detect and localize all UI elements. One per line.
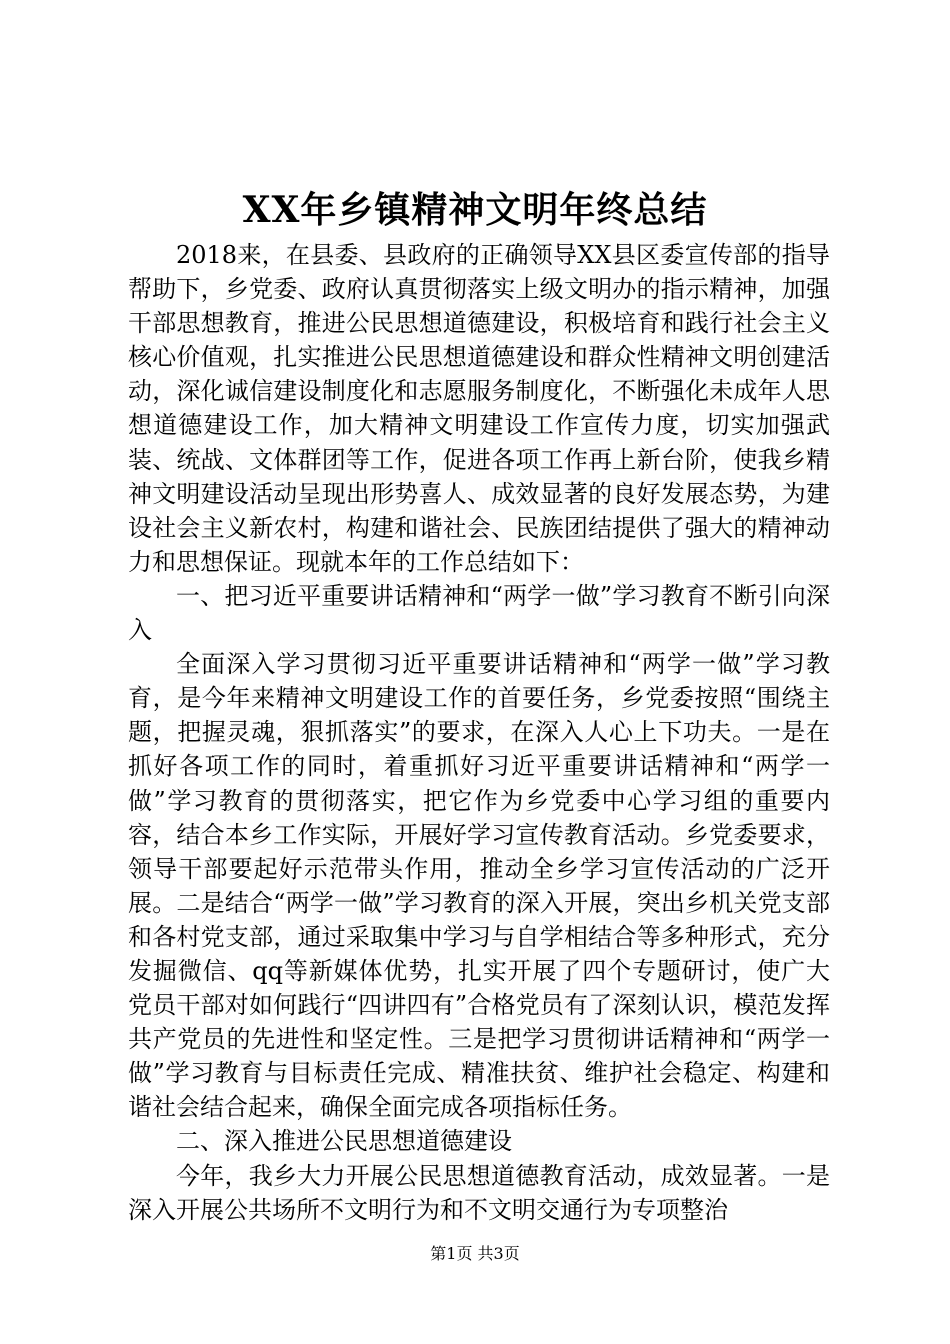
- section-heading-1: 一、把习近平重要讲话精神和“两学一做”学习教育不断引向深入: [128, 581, 830, 645]
- paragraph-intro: 2018来，在县委、县政府的正确领导XX县区委宣传部的指导帮助下，乡党委、政府认真贯彻落实上级文明办的指示精神，加强干部思想教育，推进公民思想道德建设，积极培育和践行社会主义核心价值观，扎实推进公民思想道德建设和群众性精神文明创建活动，深化诚信建设制度化和志愿服务制度化，不断强化未成年人思想道德建设工作，加大精神文明建设工作宣传力度，切实加强武装、统战、文体群团等工作，促进各项工作再上新台阶，使我乡精神文明建设活动呈现出形势喜人、成效显著的良好发展态势，为建设社会主义新农村，构建和谐社会、民族团结提供了强大的精神动力和思想保证。现就本年的工作总结如下：: [128, 241, 830, 576]
- document-body: [128, 238, 830, 1227]
- page-footer: 第1页 共3页: [430, 1244, 520, 1263]
- section-heading-2: 二、深入推进公民思想道德建设: [176, 1127, 512, 1156]
- paragraph-section-2: 今年，我乡大力开展公民思想道德教育活动，成效显著。一是深入开展公共场所不文明行为和不文明交通行为专项整治: [128, 1161, 830, 1224]
- document-title: XX年乡镇精神文明年终总结: [242, 189, 708, 231]
- paragraph-section-1: 全面深入学习贯彻习近平重要讲话精神和“两学一做”学习教育，是今年来精神文明建设工作的首要任务，乡党委按照“围绕主题，把握灵魂，狠抓落实”的要求，在深入人心上下功夫。一是在抓好各项工作的同时，着重抓好习近平重要讲话精神和“两学一做”学习教育的贯彻落实，把它作为乡党委中心学习组的重要内容，结合本乡工作实际，开展好学习宣传教育活动。乡党委要求，领导干部要起好示范带头作用，推动全乡学习宣传活动的广泛开展。二是结合“两学一做”学习教育的深入开展，突出乡机关党支部和各村党支部，通过采取集中学习与自学相结合等多种形式，充分发掘微信、qq等新媒体优势，扎实开展了四个专题研讨，使广大党员干部对如何践行“四讲四有”合格党员有了深刻认识，模范发挥共产党员的先进性和坚定性。三是把学习贯彻讲话精神和“两学一做”学习教育与目标责任完成、精准扶贫、维护社会稳定、构建和谐社会结合起来，确保全面完成各项指标任务。: [128, 650, 830, 1122]
